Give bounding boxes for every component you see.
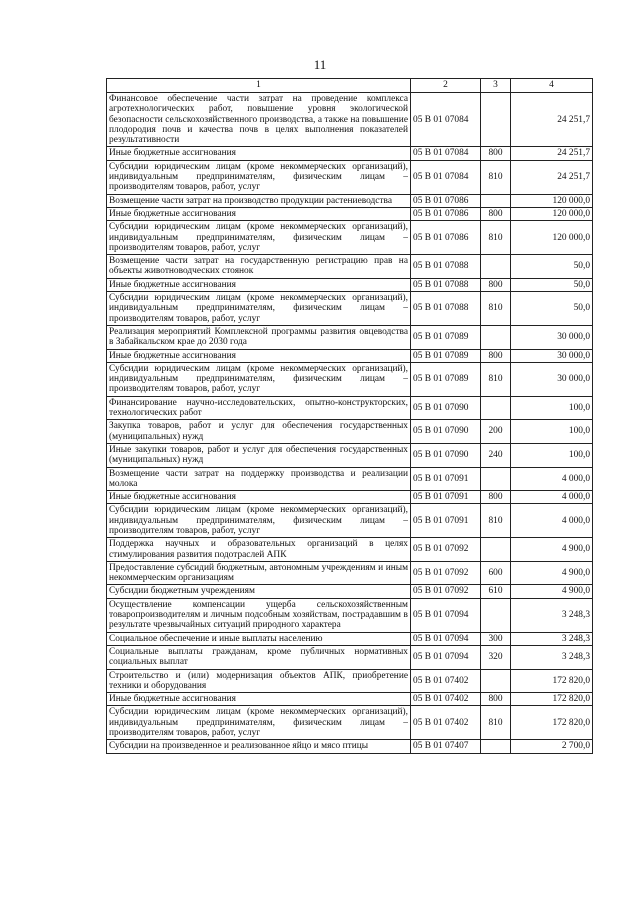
item-name: Субсидии юридическим лицам (кроме некоммерческих организаций), индивидуальным предпринимателям, физическим лицам – производителям товаров, работ, услуг [107,504,411,538]
table-row [107,491,593,504]
table-header-row [107,79,593,93]
amount: 50,0 [511,292,593,326]
amount: 50,0 [511,278,593,291]
target-code: 05 В 01 07402 [411,669,481,693]
amount: 172 820,0 [511,706,593,740]
target-code: 05 В 01 07090 [411,443,481,467]
expense-type [481,396,511,420]
item-name: Реализация мероприятий Комплексной программы развития овцеводства в Забайкальском крае до 2030 года [107,325,411,349]
item-name: Субсидии юридическим лицам (кроме некоммерческих организаций), индивидуальным предпринимателям, физическим лицам – производителям товаров, работ, услуг [107,292,411,326]
item-name: Возмещение части затрат на государственную регистрацию прав на объекты животноводческих стоянок [107,255,411,279]
expense-type: 600 [481,561,511,585]
table-row [107,292,593,326]
expense-type [481,93,511,147]
table-row [107,221,593,255]
table-row [107,632,593,645]
item-name: Социальные выплаты гражданам, кроме публичных нормативных социальных выплат [107,645,411,669]
amount: 3 248,3 [511,645,593,669]
amount: 30 000,0 [511,325,593,349]
item-name: Социальное обеспечение и иные выплаты населению [107,632,411,645]
amount: 3 248,3 [511,598,593,632]
target-code: 05 В 01 07402 [411,693,481,706]
target-code: 05 В 01 07084 [411,160,481,194]
target-code: 05 В 01 07089 [411,362,481,396]
amount: 30 000,0 [511,349,593,362]
table-row [107,255,593,279]
target-code: 05 В 01 07094 [411,632,481,645]
target-code: 05 В 01 07091 [411,467,481,491]
table-row [107,467,593,491]
target-code: 05 В 01 07090 [411,396,481,420]
target-code: 05 В 01 07086 [411,207,481,220]
target-code: 05 В 01 07089 [411,349,481,362]
table-row [107,561,593,585]
expense-type: 800 [481,349,511,362]
expense-type: 800 [481,693,511,706]
column-header: 1 [107,79,411,93]
amount: 172 820,0 [511,693,593,706]
table-row [107,740,593,753]
item-name: Субсидии юридическим лицам (кроме некоммерческих организаций), индивидуальным предпринимателям, физическим лицам – производителям товаров, работ, услуг [107,221,411,255]
amount: 24 251,7 [511,147,593,160]
item-name: Иные бюджетные ассигнования [107,349,411,362]
amount: 24 251,7 [511,93,593,147]
target-code: 05 В 01 07090 [411,420,481,444]
target-code: 05 В 01 07088 [411,292,481,326]
target-code: 05 В 01 07092 [411,538,481,562]
target-code: 05 В 01 07094 [411,645,481,669]
expense-type: 200 [481,420,511,444]
expense-type: 810 [481,160,511,194]
target-code: 05 В 01 07094 [411,598,481,632]
table-row [107,645,593,669]
target-code: 05 В 01 07084 [411,147,481,160]
table-row [107,420,593,444]
target-code: 05 В 01 07084 [411,93,481,147]
expense-type [481,325,511,349]
expense-type: 800 [481,491,511,504]
amount: 50,0 [511,255,593,279]
item-name: Предоставление субсидий бюджетным, автономным учреждениям и иным некоммерческим организациям [107,561,411,585]
expense-type: 320 [481,645,511,669]
table-row [107,504,593,538]
item-name: Финансирование научно-исследовательских, опытно-конструкторских, технологических работ [107,396,411,420]
amount: 4 900,0 [511,585,593,598]
item-name: Иные бюджетные ассигнования [107,207,411,220]
amount: 24 251,7 [511,160,593,194]
item-name: Субсидии юридическим лицам (кроме некоммерческих организаций), индивидуальным предпринимателям, физическим лицам – производителям товаров, работ, услуг [107,160,411,194]
table-row [107,194,593,207]
item-name: Финансовое обеспечение части затрат на проведение комплекса агротехнологических работ, повышение уровня экологической безопасности сельскохозяйственного производства, а также на повышение плодородия почв и качества почв в целях выполнения показателей результативности [107,93,411,147]
expense-type: 610 [481,585,511,598]
table-row [107,349,593,362]
item-name: Иные бюджетные ассигнования [107,147,411,160]
amount: 100,0 [511,420,593,444]
item-name: Субсидии юридическим лицам (кроме некоммерческих организаций), индивидуальным предпринимателям, физическим лицам – производителям товаров, работ, услуг [107,362,411,396]
item-name: Субсидии юридическим лицам (кроме некоммерческих организаций), индивидуальным предпринимателям, физическим лицам – производителям товаров, работ, услуг [107,706,411,740]
table-row [107,706,593,740]
target-code: 05 В 01 07091 [411,504,481,538]
amount: 100,0 [511,396,593,420]
amount: 3 248,3 [511,632,593,645]
table-row [107,325,593,349]
table-row [107,693,593,706]
expense-type [481,194,511,207]
page-number: 11 [313,57,327,72]
amount: 4 000,0 [511,504,593,538]
item-name: Субсидии на произведенное и реализованное яйцо и мясо птицы [107,740,411,753]
item-name: Возмещение части затрат на поддержку производства и реализации молока [107,467,411,491]
expense-type: 810 [481,504,511,538]
target-code: 05 В 01 07086 [411,221,481,255]
expense-type: 240 [481,443,511,467]
target-code: 05 В 01 07089 [411,325,481,349]
table-row [107,585,593,598]
amount: 4 900,0 [511,538,593,562]
target-code: 05 В 01 07092 [411,561,481,585]
amount: 4 900,0 [511,561,593,585]
budget-table [106,78,593,754]
item-name: Поддержка научных и образовательных организаций в целях стимулирования развития подотраслей АПК [107,538,411,562]
item-name: Иные бюджетные ассигнования [107,693,411,706]
item-name: Закупка товаров, работ и услуг для обеспечения государственных (муниципальных) нужд [107,420,411,444]
amount: 100,0 [511,443,593,467]
expense-type [481,255,511,279]
item-name: Субсидии бюджетным учреждениям [107,585,411,598]
expense-type: 810 [481,292,511,326]
table-row [107,93,593,147]
table-row [107,362,593,396]
expense-type: 810 [481,706,511,740]
expense-type [481,669,511,693]
target-code: 05 В 01 07092 [411,585,481,598]
table-row [107,147,593,160]
item-name: Иные бюджетные ассигнования [107,491,411,504]
expense-type [481,740,511,753]
item-name: Иные бюджетные ассигнования [107,278,411,291]
amount: 4 000,0 [511,467,593,491]
amount: 120 000,0 [511,221,593,255]
table-row [107,538,593,562]
column-header: 4 [511,79,593,93]
expense-type: 800 [481,147,511,160]
expense-type: 300 [481,632,511,645]
expense-type: 800 [481,207,511,220]
target-code: 05 В 01 07402 [411,706,481,740]
amount: 2 700,0 [511,740,593,753]
target-code: 05 В 01 07088 [411,255,481,279]
table-row [107,278,593,291]
amount: 30 000,0 [511,362,593,396]
expense-type: 810 [481,221,511,255]
table-row [107,443,593,467]
expense-type: 810 [481,362,511,396]
expense-type [481,538,511,562]
expense-type [481,598,511,632]
amount: 120 000,0 [511,207,593,220]
amount: 120 000,0 [511,194,593,207]
table-row [107,207,593,220]
target-code: 05 В 01 07407 [411,740,481,753]
amount: 4 000,0 [511,491,593,504]
item-name: Иные закупки товаров, работ и услуг для обеспечения государственных (муниципальных) нужд [107,443,411,467]
table-row [107,160,593,194]
target-code: 05 В 01 07091 [411,491,481,504]
table-row [107,598,593,632]
expense-type: 800 [481,278,511,291]
item-name: Строительство и (или) модернизация объектов АПК, приобретение техники и оборудования [107,669,411,693]
item-name: Осуществление компенсации ущерба сельскохозяйственным товаропроизводителям и личным подсобным хозяйствам, пострадавшим в результате чрезвычайных ситуаций природного характера [107,598,411,632]
expense-type [481,467,511,491]
item-name: Возмещение части затрат на производство продукции растениеводства [107,194,411,207]
table-row [107,396,593,420]
amount: 172 820,0 [511,669,593,693]
target-code: 05 В 01 07088 [411,278,481,291]
table-row [107,669,593,693]
column-header: 2 [411,79,481,93]
target-code: 05 В 01 07086 [411,194,481,207]
column-header: 3 [481,79,511,93]
